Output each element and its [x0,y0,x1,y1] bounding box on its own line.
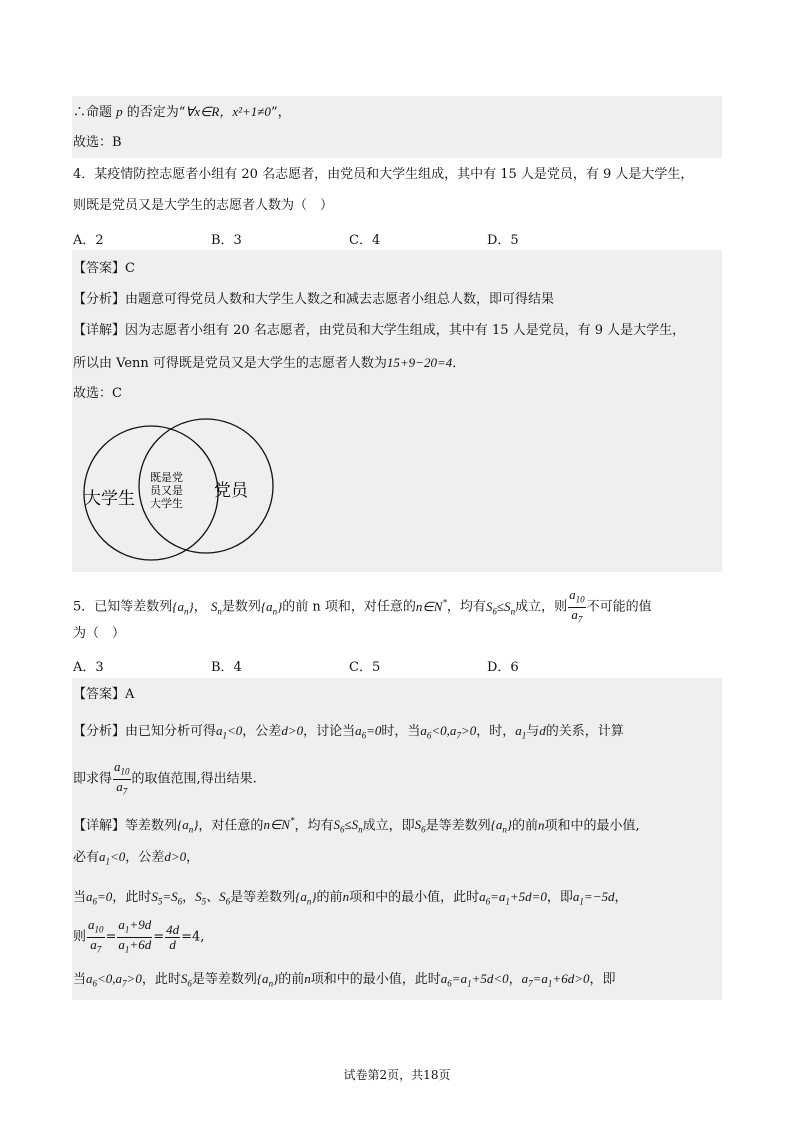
choice-b: 故选：B [73,135,122,150]
q5-case-2: 当$a_6<0,a_7>0$，此时$S_6$是等差数列$\{a_n\}$的前n项和中的最小值，此时$a_6=a_1+5d<0$，$a_7=a_1+6d>0$，即 [73,971,616,989]
q4-option-d: D．5 [487,233,519,248]
q4-option-b: B．3 [211,233,242,248]
page-footer: 试卷第2页，共18页 [343,1068,451,1082]
q4-analysis: 【分析】由题意可得党员人数和大学生人数之和减去志愿者小组总人数，即可得结果 [73,292,555,307]
venn-label-students: 大学生 [84,489,135,509]
q5-analysis-2: 即求得 $\frac{a_{10}}{a_7}$ 的取值范围,得出结果. [73,759,257,797]
q4-detail-1: 【详解】因为志愿者小组有 20 名志愿者，由党员和大学生组成，其中有 15 人是党员，有 9 人是大学生， [73,323,686,338]
q4-detail-2: 所以由 Venn 可得既是党员又是大学生的志愿者人数为15+9−20=4． [73,355,466,371]
q4-option-a: A．2 [73,233,104,248]
q5-option-b: B．4 [211,660,242,675]
q5-detail-1: 【详解】等差数列$\{a_n\}$，对任意的n∈N*，均有$S_6\le S_n$成立，即$S_6$是等差数列$\{a_n\}$的前n项和中的最小值, [73,816,640,835]
q5-detail-2: 必有$a_1<0$，公差d>0， [73,849,200,867]
negation-line: ∴命题 p 的否定为“∀x∈R，x²+1≠0”， [73,104,291,120]
q4-answer: 【答案】C [73,261,135,276]
q5-ratio: 则 $\frac{a_{10}}{a_7}$ = $\frac{a_1+9d}{a_1+6d}$ = $\frac{4d}{d}$ =4, [73,917,205,955]
q4-stem-1: 4．某疫情防控志愿者小组有 20 名志愿者，由党员和大学生组成，其中有 15 人是党员，有 9 人是大学生， [73,167,694,182]
q5-stem-1: 5．已知等差数列$\{a_n\}$， $S_n$是数列$\{a_n\}$的前 n 项和，对任意的n∈N*，均有$S_6\le S_n$成立，则 $\frac{a_{10}}{a_7}$ 不可能的值 [73,587,652,625]
venn-middle-1: 既是党 [150,471,183,484]
q5-case-1: 当$a_6=0$，此时$S_5=S_6$，$S_5$、$S_6$是等差数列$\{a_n\}$的前n项和中的最小值，此时$a_6=a_1+5d=0$，即$a_1=-5d$， [73,889,628,907]
q5-option-c: C．5 [349,660,381,675]
q5-answer: 【答案】A [73,687,135,702]
venn-middle-2: 员又是 [150,484,183,497]
q5-option-a: A．3 [73,660,104,675]
venn-middle-3: 大学生 [150,497,183,510]
q4-choice: 故选：C [73,386,122,401]
q5-stem-2: 为（ ） [73,626,126,641]
venn-diagram [76,418,286,568]
q4-stem-2: 则既是党员又是大学生的志愿者人数为（ ） [73,198,334,213]
q5-analysis-1: 【分析】由已知分析可得$a_1<0$，公差d>0，讨论当$a_6=0$时，当$a_6<0,a_7>0$，时，$a_1$与d的关系，计算 [73,723,624,741]
q4-option-c: C．4 [349,233,381,248]
venn-label-members: 党员 [214,481,248,501]
q5-option-d: D．6 [487,660,519,675]
